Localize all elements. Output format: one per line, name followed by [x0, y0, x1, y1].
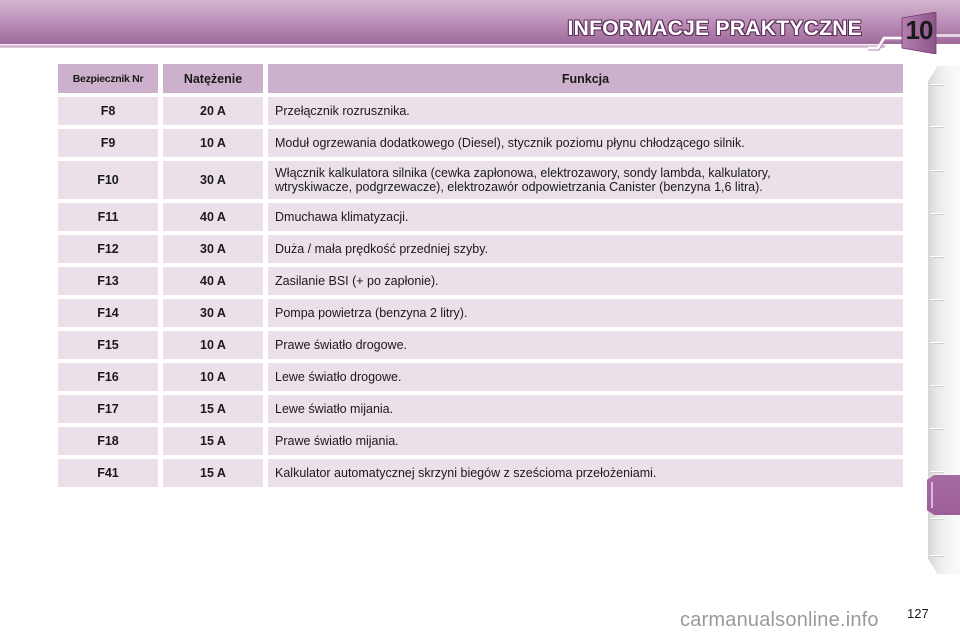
column-header-function: Funkcja [268, 64, 903, 93]
fuse-function: Prawe światło mijania. [268, 427, 903, 455]
fuse-function: Moduł ogrzewania dodatkowego (Diesel), stycznik poziomu płynu chłodzącego silnik. [268, 129, 903, 157]
fuse-amperage: 10 A [163, 331, 263, 359]
thumb-tab-divider [930, 126, 944, 127]
column-header-amperage: Natężenie [163, 64, 263, 93]
thumb-tab-divider [930, 471, 944, 472]
fuse-number: F15 [58, 331, 158, 359]
thumb-tab-divider [930, 84, 944, 85]
fuse-amperage: 10 A [163, 363, 263, 391]
header-divider [0, 44, 885, 48]
page-number: 127 [907, 606, 929, 621]
fuse-function: Duża / mała prędkość przedniej szyby. [268, 235, 903, 263]
table-header-row [58, 64, 903, 93]
fuse-number: F14 [58, 299, 158, 327]
table-row [58, 203, 903, 231]
fuse-function: Zasilanie BSI (+ po zapłonie). [268, 267, 903, 295]
chapter-number: 10 [905, 15, 933, 45]
fuse-amperage: 30 A [163, 235, 263, 263]
thumb-tab-divider [930, 256, 944, 257]
thumb-tab-divider [930, 428, 944, 429]
thumb-tab-divider [930, 299, 944, 300]
fuse-number: F9 [58, 129, 158, 157]
fuse-function [268, 161, 903, 199]
fuse-amperage: 40 A [163, 267, 263, 295]
table-row [58, 299, 903, 327]
fuse-function: Lewe światło mijania. [268, 395, 903, 423]
fuse-number: F41 [58, 459, 158, 487]
fuse-amperage: 40 A [163, 203, 263, 231]
fuse-number: F8 [58, 97, 158, 125]
fuse-function: Kalkulator automatycznej skrzyni biegów z sześcioma przełożeniami. [268, 459, 903, 487]
fuse-number: F12 [58, 235, 158, 263]
thumb-tab-divider [930, 213, 944, 214]
thumb-tab-divider [930, 170, 944, 171]
fuse-amperage: 10 A [163, 129, 263, 157]
table-row [58, 459, 903, 487]
table-row [58, 97, 903, 125]
fuse-number: F17 [58, 395, 158, 423]
table-row [58, 427, 903, 455]
table-row [58, 161, 903, 199]
fuse-amperage: 15 A [163, 427, 263, 455]
thumb-tab-highlight [931, 482, 933, 508]
column-header-fuse-nr: Bezpiecznik Nr [58, 64, 158, 93]
fuse-amperage: 15 A [163, 395, 263, 423]
fuse-function: Prawe światło drogowe. [268, 331, 903, 359]
fuse-number: F13 [58, 267, 158, 295]
fuse-amperage: 15 A [163, 459, 263, 487]
fuse-number: F16 [58, 363, 158, 391]
fuse-function: Przełącznik rozrusznika. [268, 97, 903, 125]
thumb-tab-divider [930, 342, 944, 343]
thumb-tab-divider [930, 385, 944, 386]
table-row [58, 129, 903, 157]
fuse-table [58, 64, 903, 491]
fuse-number: F11 [58, 203, 158, 231]
page-title: INFORMACJE PRAKTYCZNE [567, 17, 862, 40]
thumb-tab-divider [930, 555, 944, 556]
table-row [58, 363, 903, 391]
table-row [58, 331, 903, 359]
thumb-tab-divider [930, 518, 944, 519]
fuse-number: F18 [58, 427, 158, 455]
fuse-function: Pompa powietrza (benzyna 2 litry). [268, 299, 903, 327]
fuse-number: F10 [58, 161, 158, 199]
table-row [58, 235, 903, 263]
fuse-function: Lewe światło drogowe. [268, 363, 903, 391]
table-row [58, 395, 903, 423]
fuse-amperage: 30 A [163, 161, 263, 199]
fuse-function-line: Włącznik kalkulatora silnika (cewka zapłonowa, elektrozawory, sondy lambda, kalkulatory, [275, 166, 771, 180]
watermark: carmanualsonline.info [680, 609, 879, 631]
table-row [58, 267, 903, 295]
fuse-function: Dmuchawa klimatyzacji. [268, 203, 903, 231]
fuse-function-line: wtryskiwacze, podgrzewacze), elektrozawór odpowietrzania Canister (benzyna 1,6 litra). [275, 180, 763, 194]
fuse-amperage: 30 A [163, 299, 263, 327]
fuse-amperage: 20 A [163, 97, 263, 125]
